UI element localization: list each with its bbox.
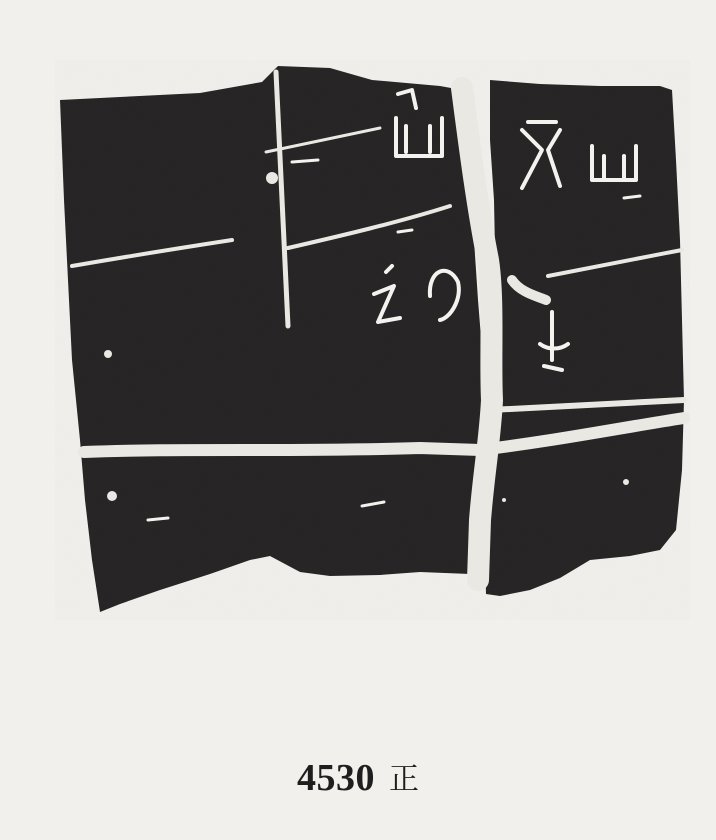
plate-caption — [0, 756, 716, 800]
plate-side-label: 正 — [389, 762, 419, 797]
plate-number: 4530 — [297, 757, 375, 799]
